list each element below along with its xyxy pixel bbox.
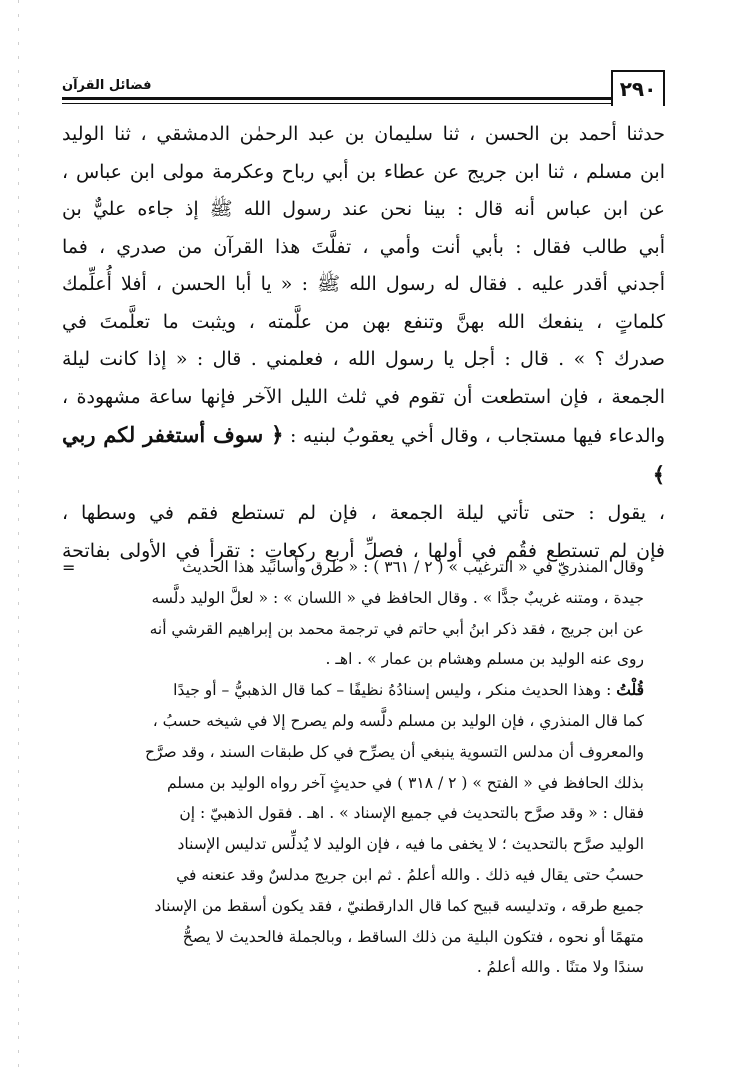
main-line: صدرك ؟ » . قال : أجل يا رسول الله ، فعلمني . قال : « إذا كانت ليلة [62,348,665,370]
footnote-line: جميع طرقه ، وتدليسه قبيح كما قال الدارقطنيّ ، فقد يكون أسقط من الإسناد [154,896,644,915]
footnote-line: سندًا ولا متنًا . والله أعلمُ . [476,958,644,977]
footnote-line: روى عنه الوليد بن مسلم وهشام بن عمار » . اهـ . [325,650,644,669]
main-line: فإن لم تستطع فقُم في أولها ، فصلِّ أربع ركعاتٍ : تقرأ في الأولى بفاتحة [62,539,665,562]
footnote-line: وقال المنذريّ في « الترغيب » ( ٢ / ٣٦١ ) : « طرق وأسانيد هذا الحديث [182,558,644,576]
main-line: ، يقول : حتى تأتي ليلة الجمعة ، فإن لم تستطع فقم في وسطها ، [62,502,665,524]
main-text [62,116,665,570]
main-line: أبي طالب فقال : بأبي أنت وأمي ، تفلَّتَ هذا القرآن من صدري ، فما [62,235,665,258]
main-line: الجمعة ، فإن استطعت أن تقوم في ثلث الليل الآخر فإنها ساعة مشهودة ، [62,385,665,408]
footnote-line: عن ابن جريج ، فقد ذكر ابنُ أبي حاتم في ترجمة محمد بن إبراهيم القرشي أنه [149,619,644,638]
main-line: عن ابن عباس أنه قال : بينا نحن عند رسول الله ﷺ إذ جاءه عليٌّ بن [62,198,665,220]
header-rule-thick [62,97,611,100]
scan-margin-line [18,0,19,1074]
footnote-line: والمعروف أن مدلس التسوية ينبغي أن يصرِّح في كل طبقات السند ، وقد صرَّح [145,742,644,761]
footnote-line: متهمًا أو نحوه ، فتكون البلية من ذلك الساقط ، وبالجملة فالحديث لا يصحُّ [182,927,644,946]
running-title: فضائل القرآن [62,78,152,93]
main-line-with-verse [62,416,665,495]
footnote-text: : وهذا الحديث منكر ، وليس إسنادُهُ نظيفًا – كما قال الذهبيُّ – أو جيدًا [173,681,612,700]
footnotes [62,552,644,983]
footnote-line: جيدة ، ومتنه غريبٌ جدًّا » . وقال الحافظ في « اللسان » : « لعلَّ الوليد دلَّسه [151,588,644,607]
page-number-box: ٢٩٠ [611,70,665,106]
qultu-label: قُلْتُ [616,680,644,700]
main-line-text: والدعاء فيها مستجاب ، وقال أخي يعقوبُ لبنيه : [289,425,665,447]
quran-verse: ﴿ سوف أستغفر لكم ربي ﴾ [62,422,665,487]
main-line: أجدني أقدر عليه . فقال له رسول الله ﷺ : « يا أبا الحسن ، أفلا أُعلِّمك [62,273,665,295]
header-rule-thin [62,103,611,104]
footnote-line: بذلك الحافظ في « الفتح » ( ٢ / ٣١٨ ) في حديثٍ آخر رواه الوليد بن مسلم [166,773,644,792]
main-line: حدثنا أحمد بن الحسن ، ثنا سليمان بن عبد الرحمٰن الدمشقي ، ثنا الوليد [62,123,665,145]
footnote-line: فقال : « وقد صرَّح بالتحديث في جميع الإسناد » . اهـ . فقول الذهبيّ : إن [179,804,644,823]
main-line: ابن مسلم ، ثنا ابن جريج عن عطاء بن أبي رباح وعكرمة مولى ابن عباس ، [62,160,665,183]
footnote-continuation-marker: = [62,558,76,577]
footnote-line [62,675,644,706]
page-header [62,70,665,108]
footnote-line: حسبُ حتى يقال فيه ذلك . والله أعلمُ . ثم ابن جريج مدلسٌ وقد عنعنه في [176,865,644,884]
main-line: كلماتٍ ، ينفعك الله بهنَّ وتنفع بهن من علَّمته ، ويثبت ما تعلَّمتَ في [62,310,665,333]
footnote-line: كما قال المنذري ، فإن الوليد بن مسلم دلَّسه ولم يصرح إلا في شيخه حسبُ ، [152,711,644,730]
footnote-line: الوليد صرَّح بالتحديث ؛ لا يخفى ما فيه ، فإن الوليد لا يُدلِّس تدليس الإسناد [177,835,644,854]
